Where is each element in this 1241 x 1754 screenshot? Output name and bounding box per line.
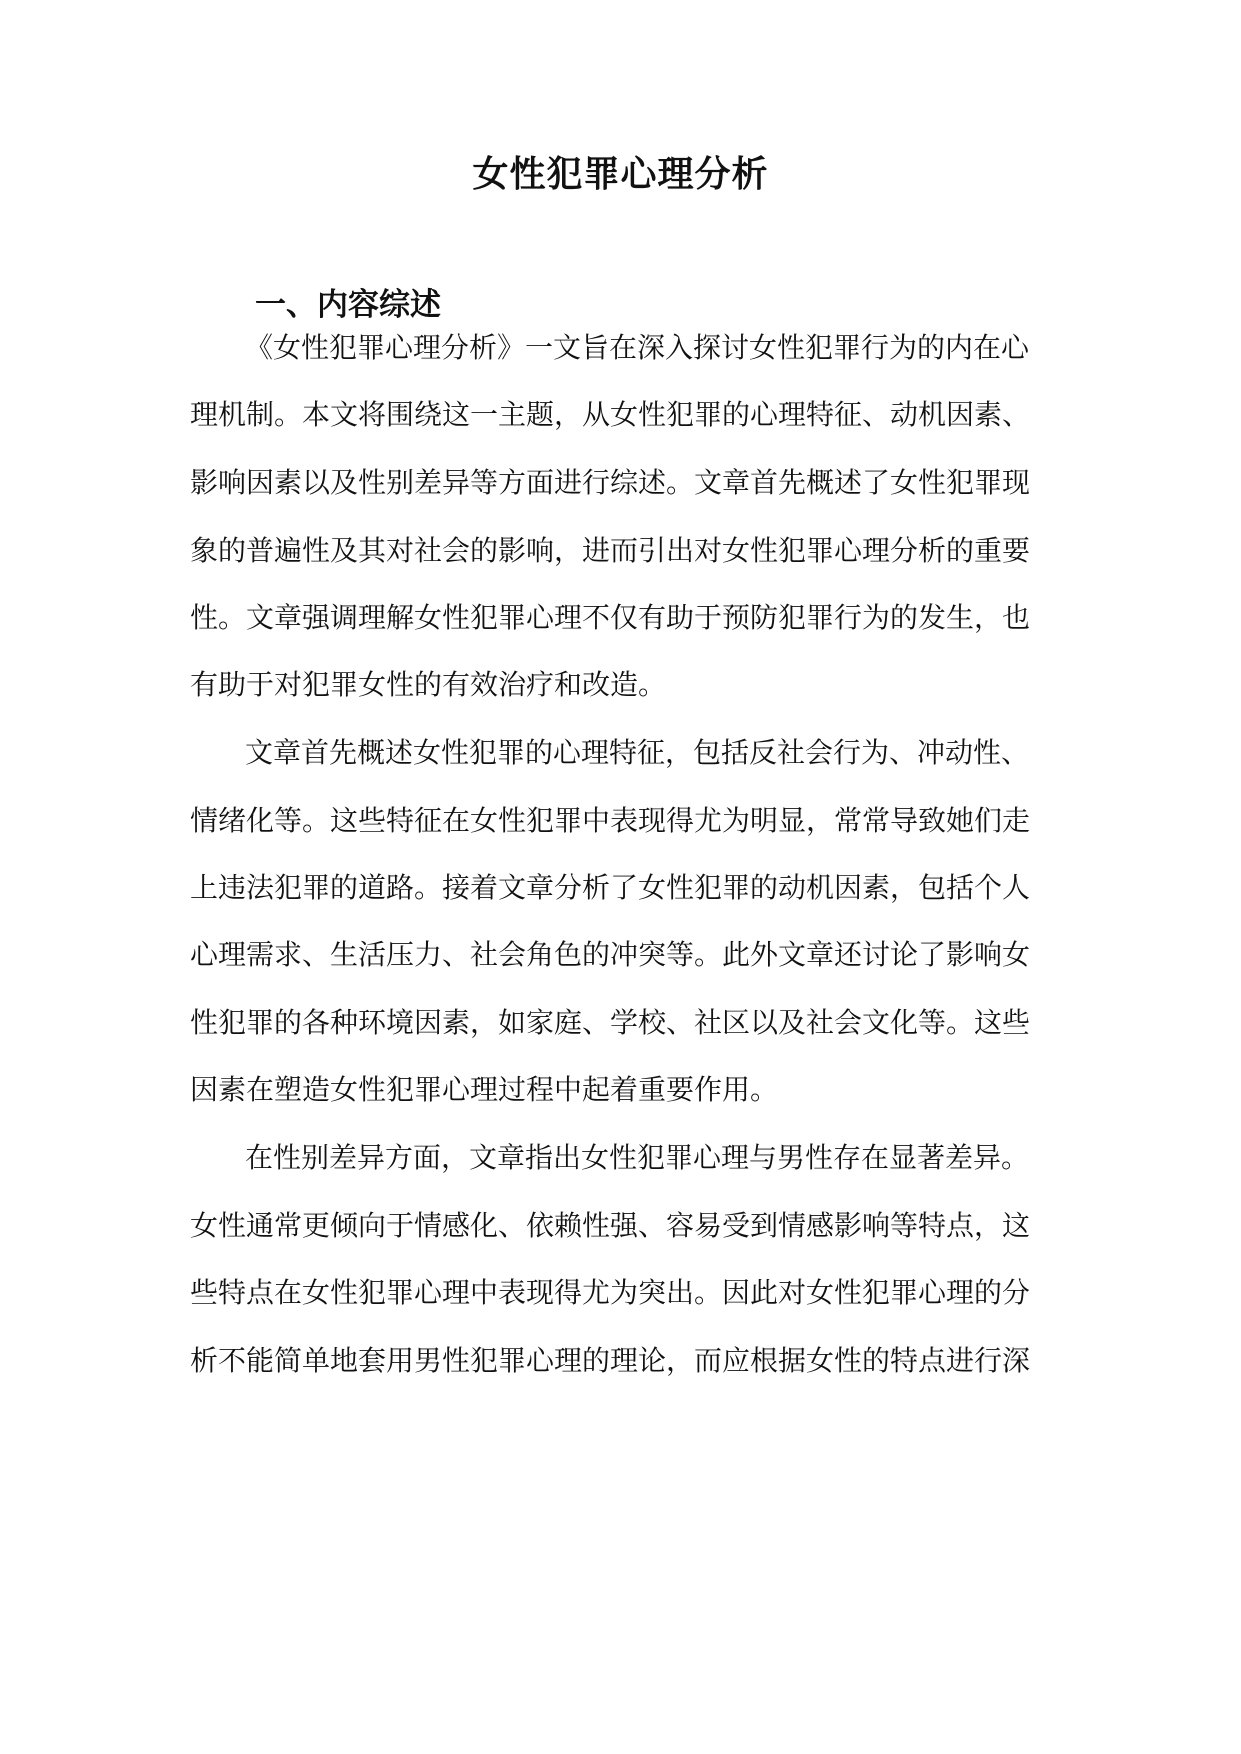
paragraph-line: 析不能简单地套用男性犯罪心理的理论，而应根据女性的特点进行深 [190, 1344, 1031, 1377]
paragraph-line: 些特点在女性犯罪心理中表现得尤为突出。因此对女性犯罪心理的分 [190, 1276, 1031, 1309]
paragraph-line: 性。文章强调理解女性犯罪心理不仅有助于预防犯罪行为的发生，也 [190, 601, 1031, 634]
paragraph-line: 性犯罪的各种环境因素，如家庭、学校、社区以及社会文化等。这些 [190, 1006, 1031, 1039]
paragraph-line: 象的普遍性及其对社会的影响，进而引出对女性犯罪心理分析的重要 [190, 534, 1031, 567]
paragraph-line: 因素在塑造女性犯罪心理过程中起着重要作用。 [190, 1073, 779, 1106]
paragraph-line: 影响因素以及性别差异等方面进行综述。文章首先概述了女性犯罪现 [190, 466, 1031, 499]
paragraph-line: 情绪化等。这些特征在女性犯罪中表现得尤为明显，常常导致她们走 [190, 804, 1031, 837]
paragraph-line: 在性别差异方面，文章指出女性犯罪心理与男性存在显著差异。 [245, 1141, 1030, 1174]
paragraph-line: 理机制。本文将围绕这一主题，从女性犯罪的心理特征、动机因素、 [190, 398, 1031, 431]
section-heading: 一、内容综述 [255, 287, 441, 323]
paragraph-line: 有助于对犯罪女性的有效治疗和改造。 [190, 668, 667, 701]
paragraph-line: 《女性犯罪心理分析》一文旨在深入探讨女性犯罪行为的内在心 [245, 331, 1030, 364]
page-title: 女性犯罪心理分析 [472, 154, 769, 195]
paragraph-line: 心理需求、生活压力、社会角色的冲突等。此外文章还讨论了影响女 [190, 938, 1031, 971]
paragraph-line: 上违法犯罪的道路。接着文章分析了女性犯罪的动机因素，包括个人 [190, 871, 1031, 904]
paragraph-line: 文章首先概述女性犯罪的心理特征，包括反社会行为、冲动性、 [245, 736, 1030, 769]
paragraph-line: 女性通常更倾向于情感化、依赖性强、容易受到情感影响等特点，这 [190, 1209, 1031, 1242]
